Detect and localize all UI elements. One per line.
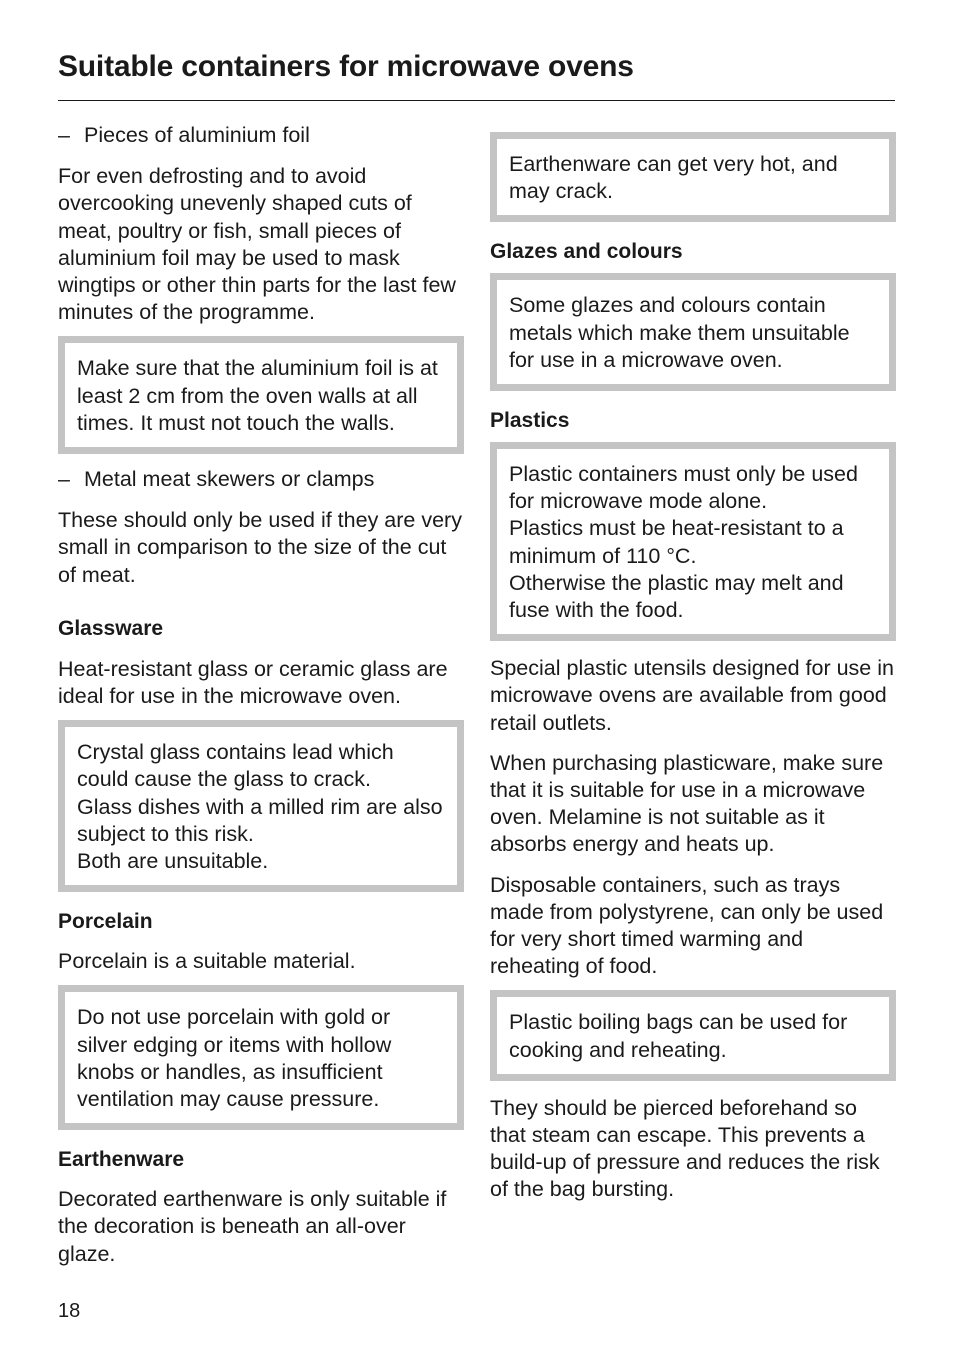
plasticware-paragraph: When purchasing plasticware, make sure that it is suitable for use in a microwave oven. Melamine is not suitable as it absorbs energy and heats up. (490, 750, 884, 857)
left-column (58, 122, 464, 1268)
title-divider (58, 100, 895, 101)
glassware-warning-box (58, 720, 464, 892)
plastic-utensils-paragraph: Special plastic utensils designed for use in microwave ovens are available from good retail outlets. (490, 656, 894, 735)
earthenware-warning-box: Earthenware can get very hot, and may crack. (490, 132, 896, 222)
page-number: 18 (58, 1300, 81, 1322)
porcelain-warning-box: Do not use porcelain with gold or silver edging or items with hollow knobs or handles, as insufficient ventilation may cause pressure. (58, 985, 464, 1130)
list-item-skewers (58, 466, 464, 493)
boiling-bags-warning-box: Plastic boiling bags can be used for cooking and reheating. (490, 990, 896, 1080)
note-line: Crystal glass contains lead which could cause the glass to crack. (77, 740, 394, 792)
porcelain-paragraph: Porcelain is a suitable material. (58, 949, 356, 974)
list-item-label: Pieces of aluminium foil (84, 123, 310, 147)
foil-paragraph: For even defrosting and to avoid overcooking unevenly shaped cuts of meat, poultry or fish, small pieces of aluminium foil may be used to mask wingtips or other thin parts for the last few minutes of the programme. (58, 164, 456, 325)
right-column (490, 132, 896, 1204)
note-line: Plastics must be heat-resistant to a minimum of 110 °C. (509, 516, 844, 568)
foil-warning-box: Make sure that the aluminium foil is at least 2 cm from the oven walls at all times. It must not touch the walls. (58, 336, 464, 454)
plastics-heading: Plastics (490, 409, 570, 433)
glazes-warning-box: Some glazes and colours contain metals which make them unsuitable for use in a microwave oven. (490, 273, 896, 391)
note-line: Otherwise the plastic may melt and fuse with the food. (509, 570, 844, 623)
earthenware-heading: Earthenware (58, 1148, 185, 1172)
glassware-heading: Glassware (58, 616, 164, 640)
skewers-paragraph: These should only be used if they are very small in comparison to the size of the cut of meat. (58, 508, 462, 587)
dash-bullet: – (58, 123, 70, 147)
porcelain-heading: Porcelain (58, 910, 153, 934)
plastics-warning-box (490, 442, 896, 641)
note-line: Glass dishes with a milled rim are also subject to this risk. (77, 794, 443, 846)
dash-bullet: – (58, 467, 70, 492)
earthenware-paragraph: Decorated earthenware is only suitable if the decoration is beneath an all-over glaze. (58, 1187, 447, 1266)
note-line: Plastic containers must only be used for microwave mode alone. (509, 462, 858, 514)
boiling-bags-paragraph: They should be pierced beforehand so that steam can escape. This prevents a build-up of pressure and reduces the risk of the bag bursting. (490, 1095, 880, 1202)
list-item-label: Metal meat skewers or clamps (84, 467, 375, 492)
glassware-paragraph: Heat-resistant glass or ceramic glass are ideal for use in the microwave oven. (58, 656, 448, 709)
note-line: Both are unsuitable. (77, 849, 269, 874)
list-item-aluminium-foil (58, 122, 464, 149)
page-title: Suitable containers for microwave ovens (58, 50, 634, 83)
disposable-containers-paragraph: Disposable containers, such as trays made from polystyrene, can only be used for very short timed warming and reheating of food. (490, 872, 884, 979)
glazes-heading: Glazes and colours (490, 240, 683, 264)
